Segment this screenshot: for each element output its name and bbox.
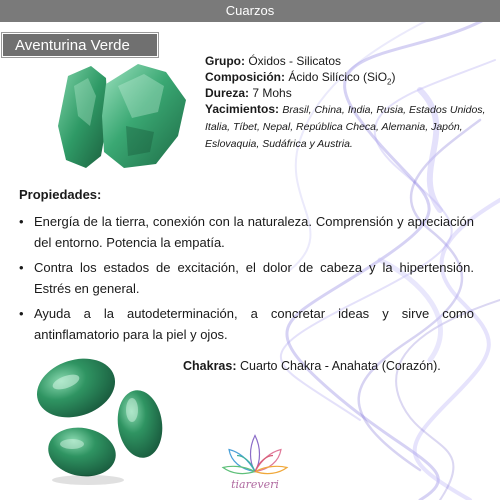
propiedad-text: Contra los estados de excitación, el dolor de cabeza y la hipertensión. Estrés en general. [34,260,474,296]
section-banner: Cuarzos [0,0,500,22]
list-item [19,257,474,299]
dureza-value: 7 Mohs [252,86,292,100]
grupo-value: Óxidos - Silicatos [248,54,342,68]
grupo-row [205,53,495,69]
page-title: Aventurina Verde [2,33,158,57]
list-item [19,211,474,253]
composicion-subscript: 2 [387,77,392,87]
composicion-close: ) [391,70,396,84]
chakras-label: Chakras: [183,359,237,373]
bullet-icon: • [19,260,24,275]
yacimientos-row [205,101,495,152]
propiedad-text: Energía de la tierra, conexión con la naturaleza. Comprensión y apreciación del entorno. Potencia la empatía. [34,214,474,250]
propiedades-heading: Propiedades: [19,187,102,202]
bullet-icon: • [19,214,24,229]
yacimientos-label: Yacimientos: [205,102,280,116]
chakras-line [183,359,441,373]
composicion-value: Ácido Silícico (SiO [288,70,388,84]
dureza-label: Dureza: [205,86,250,100]
dureza-row [205,85,495,101]
logo-text: tiareveri [231,478,279,491]
list-item [19,303,474,345]
composicion-row [205,69,495,85]
propiedades-list [19,211,474,349]
yacimientos-value: Brasil, China, India, Rusia, Estados Unidos, Italia, Tíbet, Nepal, República Checa, Alemania, Japón, Eslovaquia, Sudáfrica y Austria. [205,104,486,150]
bullet-icon: • [19,306,24,321]
chakras-value: Cuarto Chakra - Anahata (Corazón). [239,359,441,373]
grupo-label: Grupo: [205,54,245,68]
mineral-info [205,53,495,152]
composicion-label: Composición: [205,70,285,84]
rough-stone-image [46,56,196,176]
tumbled-stones-image [28,350,178,490]
propiedad-text: Ayuda a la autodeterminación, a concretar ideas y sirve como antinflamatorio para la piel y ojos. [34,306,474,342]
